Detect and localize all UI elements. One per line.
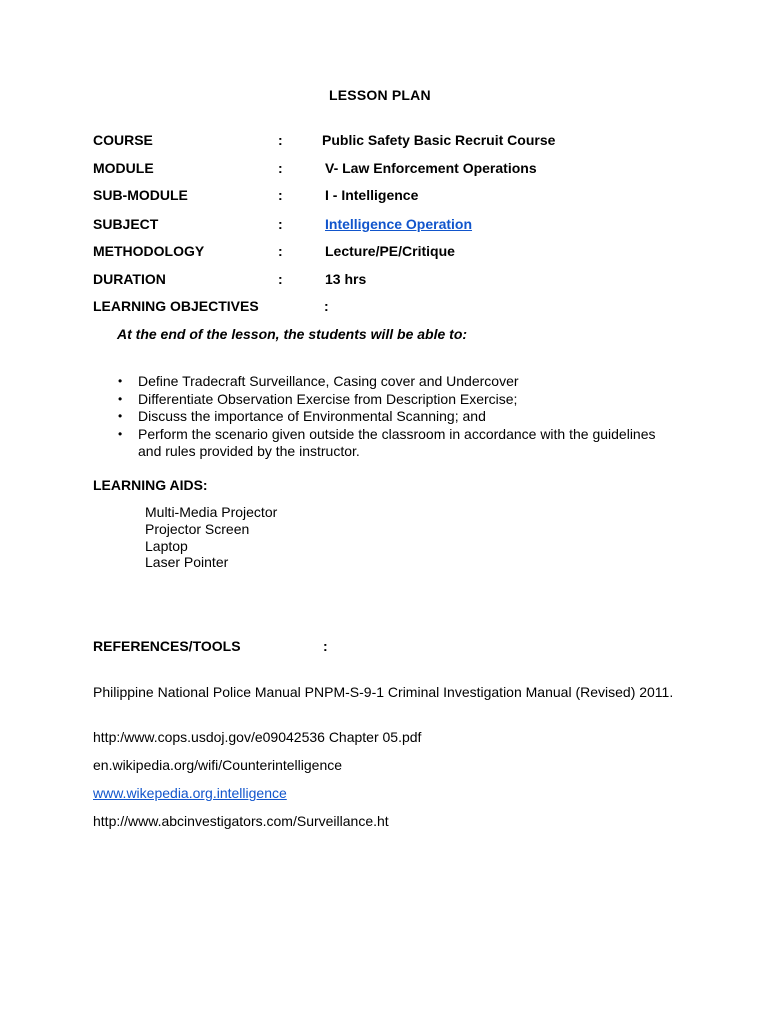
bullet-icon: • xyxy=(118,391,123,406)
objective-text: Differentiate Observation Exercise from Description Exercise; xyxy=(138,390,518,407)
reference-item: Philippine National Police Manual PNPM-S-9-1 Criminal Investigation Manual (Revised) 2011. xyxy=(93,684,674,700)
reference-link[interactable]: www.wikepedia.org.intelligence xyxy=(93,785,287,801)
duration-label: DURATION xyxy=(93,271,166,287)
list-item: Laptop xyxy=(145,537,188,554)
course-colon: : xyxy=(278,132,283,148)
subject-label: SUBJECT xyxy=(93,216,159,232)
list-item: Laser Pointer xyxy=(145,554,229,571)
duration-value: 13 hrs xyxy=(325,271,367,287)
objectives-list xyxy=(117,373,677,461)
list-item xyxy=(117,373,677,391)
course-label: COURSE xyxy=(93,132,153,148)
submodule-colon: : xyxy=(278,187,283,203)
module-value: V- Law Enforcement Operations xyxy=(325,160,537,176)
objective-text: Discuss the importance of Environmental Scanning; and xyxy=(138,408,486,424)
bullet-icon: • xyxy=(118,374,123,388)
aids-label: LEARNING AIDS: xyxy=(93,477,208,493)
methodology-label: METHODOLOGY xyxy=(93,243,205,259)
reference-item: http://www.abcinvestigators.com/Surveillance.ht xyxy=(93,813,389,829)
document-title: LESSON PLAN xyxy=(329,87,431,103)
module-label: MODULE xyxy=(93,160,154,176)
bullet-icon: • xyxy=(118,409,123,423)
submodule-value: I - Intelligence xyxy=(325,187,419,203)
submodule-label: SUB-MODULE xyxy=(93,187,188,203)
subject-link[interactable]: Intelligence Operation xyxy=(325,216,473,232)
references-label: REFERENCES/TOOLS xyxy=(93,638,241,654)
objectives-colon: : xyxy=(324,298,329,314)
list-item xyxy=(117,391,677,409)
bullet-icon: • xyxy=(118,426,123,441)
module-colon: : xyxy=(278,160,283,176)
objective-text: Define Tradecraft Surveillance, Casing cover and Undercover xyxy=(138,373,519,389)
reference-item: http:/www.cops.usdoj.gov/e09042536 Chapter 05.pdf xyxy=(93,729,422,745)
references-colon: : xyxy=(323,638,328,654)
list-item: Projector Screen xyxy=(145,520,250,537)
objectives-label: LEARNING OBJECTIVES xyxy=(93,298,259,314)
subject-colon: : xyxy=(278,216,283,232)
list-item xyxy=(117,408,677,426)
list-item: Multi-Media Projector xyxy=(145,504,278,520)
methodology-value: Lecture/PE/Critique xyxy=(325,243,455,259)
duration-colon: : xyxy=(278,271,283,287)
objective-text: Perform the scenario given outside the classroom in accordance with the guidelines and rules provided by the instructor. xyxy=(138,425,656,459)
list-item xyxy=(117,426,677,461)
reference-item: en.wikipedia.org/wifi/Counterintelligence xyxy=(93,757,343,773)
objectives-intro: At the end of the lesson, the students will be able to: xyxy=(117,326,468,342)
methodology-colon: : xyxy=(278,243,283,259)
aids-list xyxy=(145,504,277,571)
course-value: Public Safety Basic Recruit Course xyxy=(322,132,556,148)
